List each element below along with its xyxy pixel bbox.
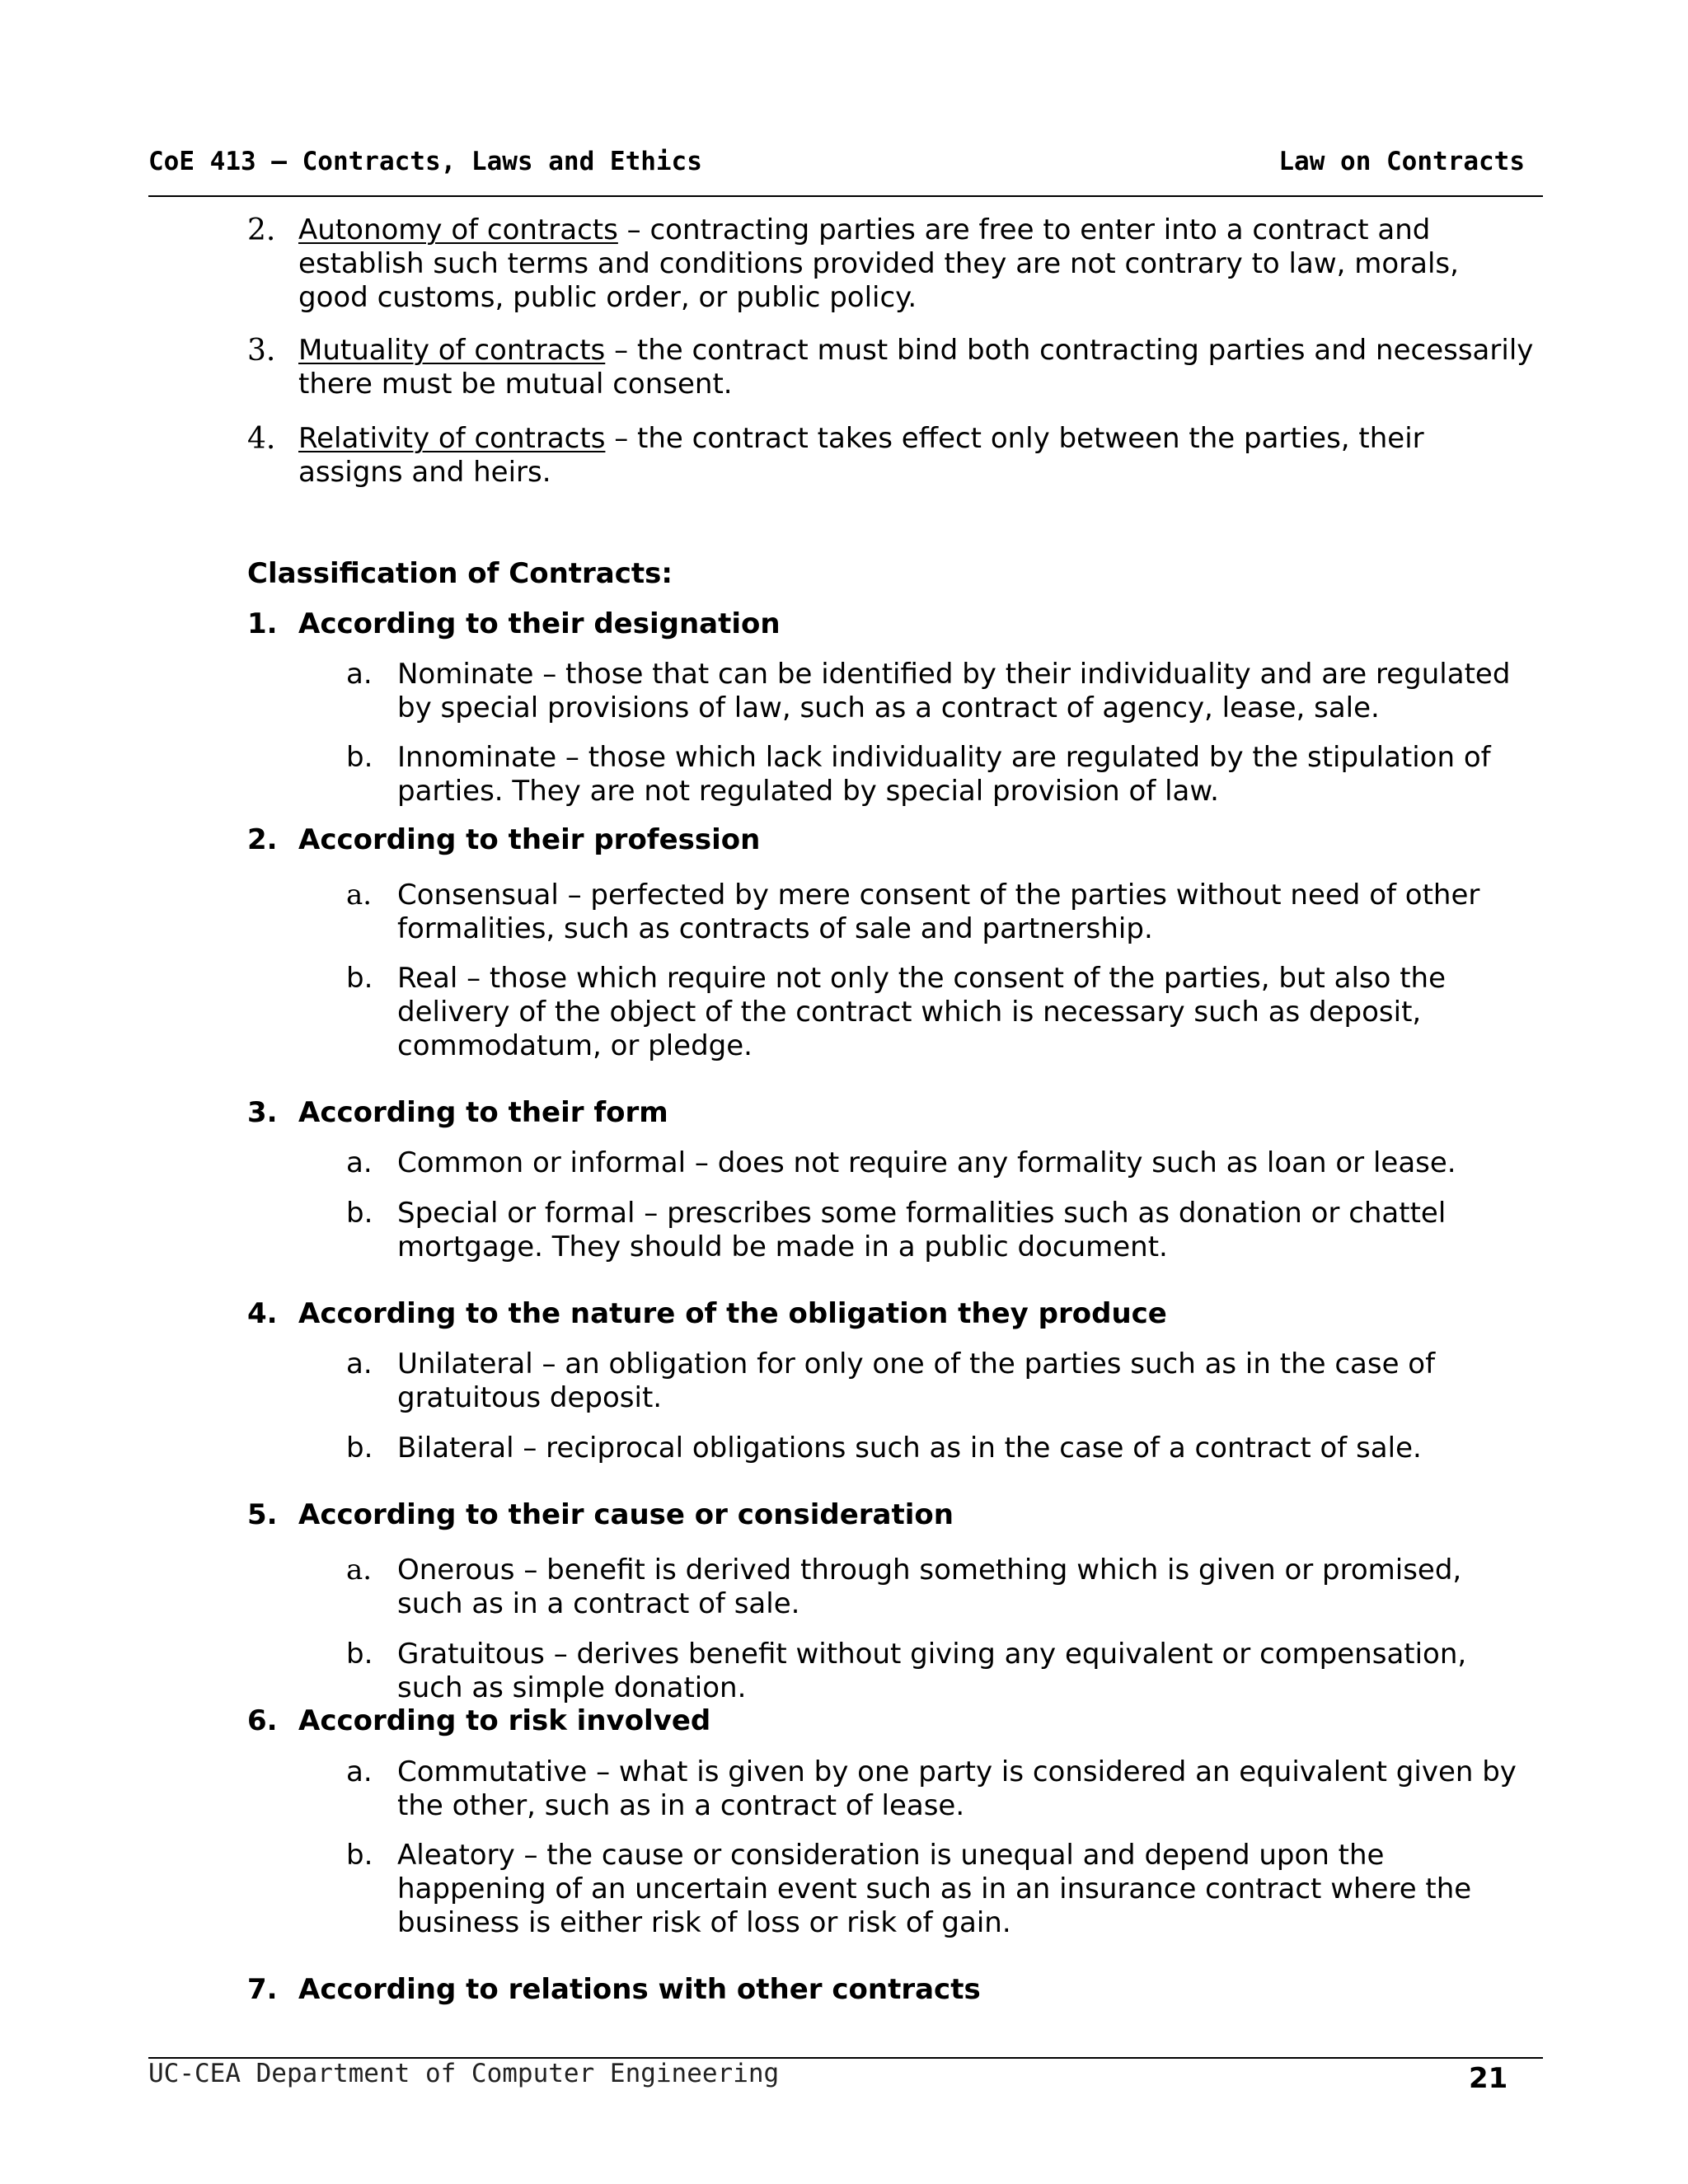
subitem-text: Gratuitous – derives benefit without giving any equivalent or compensation, such as simple donation.: [397, 1638, 1467, 1704]
subitem-text: Onerous – benefit is derived through something which is given or promised, such as in a contract of sale.: [397, 1554, 1462, 1620]
principle-text: – the contract takes effect only between the parties, their assigns and heirs.: [298, 422, 1424, 489]
principle-text: – contracting parties are free to enter into a contract and establish such terms and conditions provided they are not contrary to law, morals, good customs, public order, or public policy.: [298, 213, 1459, 314]
subitem-marker: a.: [346, 1755, 373, 1788]
subitem-marker: b.: [346, 962, 373, 995]
page-number: 21: [1469, 2062, 1508, 2095]
category-number: 5.: [247, 1498, 278, 1531]
category-heading: [247, 607, 781, 641]
subitem-text: Nominate – those that can be identified by their individuality and are regulated by special provisions of law, such as a contract of agency, lease, sale.: [397, 658, 1511, 724]
subitem-text: Aleatory – the cause or consideration is unequal and depend upon the happening of an uncertain event such as in an insurance contract where the business is either risk of loss or risk of gain.: [397, 1839, 1472, 1939]
category-heading: [247, 1704, 710, 1738]
subitem-marker: b.: [346, 1197, 373, 1230]
subitem-text: Bilateral – reciprocal obligations such as in the case of a contract of sale.: [397, 1432, 1422, 1465]
category-title: According to their designation: [298, 607, 781, 640]
subitem-marker: a.: [346, 1554, 373, 1586]
footer-department: UC-CEA Department of Computer Engineering: [148, 2059, 780, 2088]
subitem-marker: b.: [346, 1638, 373, 1671]
subitem-marker: b.: [346, 741, 373, 774]
principle-term: Relativity of contracts: [298, 422, 606, 455]
category-heading: [247, 1973, 981, 2007]
category-heading: [247, 1096, 668, 1130]
category-title: According to relations with other contracts: [298, 1973, 981, 2006]
subitem-marker: a.: [346, 1146, 373, 1179]
category-number: 3.: [247, 1096, 278, 1129]
subitem-marker: a.: [346, 879, 373, 912]
subitem-marker: b.: [346, 1432, 373, 1465]
category-number: 1.: [247, 607, 278, 640]
category-heading: [247, 1297, 1167, 1331]
principle-number: 2.: [247, 213, 276, 247]
subitem-marker: a.: [346, 658, 373, 691]
subitem-text: Unilateral – an obligation for only one of the parties such as in the case of gratuitous deposit.: [397, 1347, 1436, 1414]
category-title: According to their profession: [298, 823, 761, 856]
section-title: Law on Contracts: [1278, 147, 1525, 176]
principle-number: 3.: [247, 334, 276, 368]
category-title: According to their cause or consideration: [298, 1498, 954, 1531]
subitem-text: Real – those which require not only the consent of the parties, but also the delivery of the object of the contract which is necessary such as deposit, commodatum, or pledge.: [397, 962, 1447, 1062]
category-title: According to risk involved: [298, 1704, 711, 1737]
subitem-text: Commutative – what is given by one party is considered an equivalent given by the other, such as in a contract of lease.: [397, 1755, 1517, 1822]
category-number: 4.: [247, 1297, 278, 1330]
classification-heading: Classification of Contracts:: [247, 557, 673, 590]
category-number: 6.: [247, 1704, 278, 1737]
header-divider: [148, 195, 1543, 197]
course-title: CoE 413 – Contracts, Laws and Ethics: [148, 147, 702, 176]
principle-number: 4.: [247, 422, 276, 456]
category-number: 2.: [247, 823, 278, 856]
principle-term: Mutuality of contracts: [298, 334, 606, 367]
subitem-marker: b.: [346, 1839, 373, 1872]
subitem-text: Common or informal – does not require any formality such as loan or lease.: [397, 1146, 1456, 1179]
category-number: 7.: [247, 1973, 278, 2006]
category-heading: [247, 1498, 954, 1532]
subitem-marker: a.: [346, 1347, 373, 1380]
subitem-text: Special or formal – prescribes some formalities such as donation or chattel mortgage. They should be made in a public document.: [397, 1197, 1447, 1263]
page-header: [148, 147, 1525, 196]
category-title: According to their form: [298, 1096, 668, 1129]
category-title: According to the nature of the obligation they produce: [298, 1297, 1167, 1330]
category-heading: [247, 823, 760, 857]
subitem-text: Innominate – those which lack individuality are regulated by the stipulation of parties. They are not regulated by special provision of law.: [397, 741, 1491, 808]
principle-text: – the contract must bind both contracting parties and necessarily there must be mutual consent.: [298, 334, 1534, 401]
subitem-text: Consensual – perfected by mere consent of the parties without need of other formalities, such as contracts of sale and partnership.: [397, 879, 1480, 945]
principle-term: Autonomy of contracts: [298, 213, 618, 246]
